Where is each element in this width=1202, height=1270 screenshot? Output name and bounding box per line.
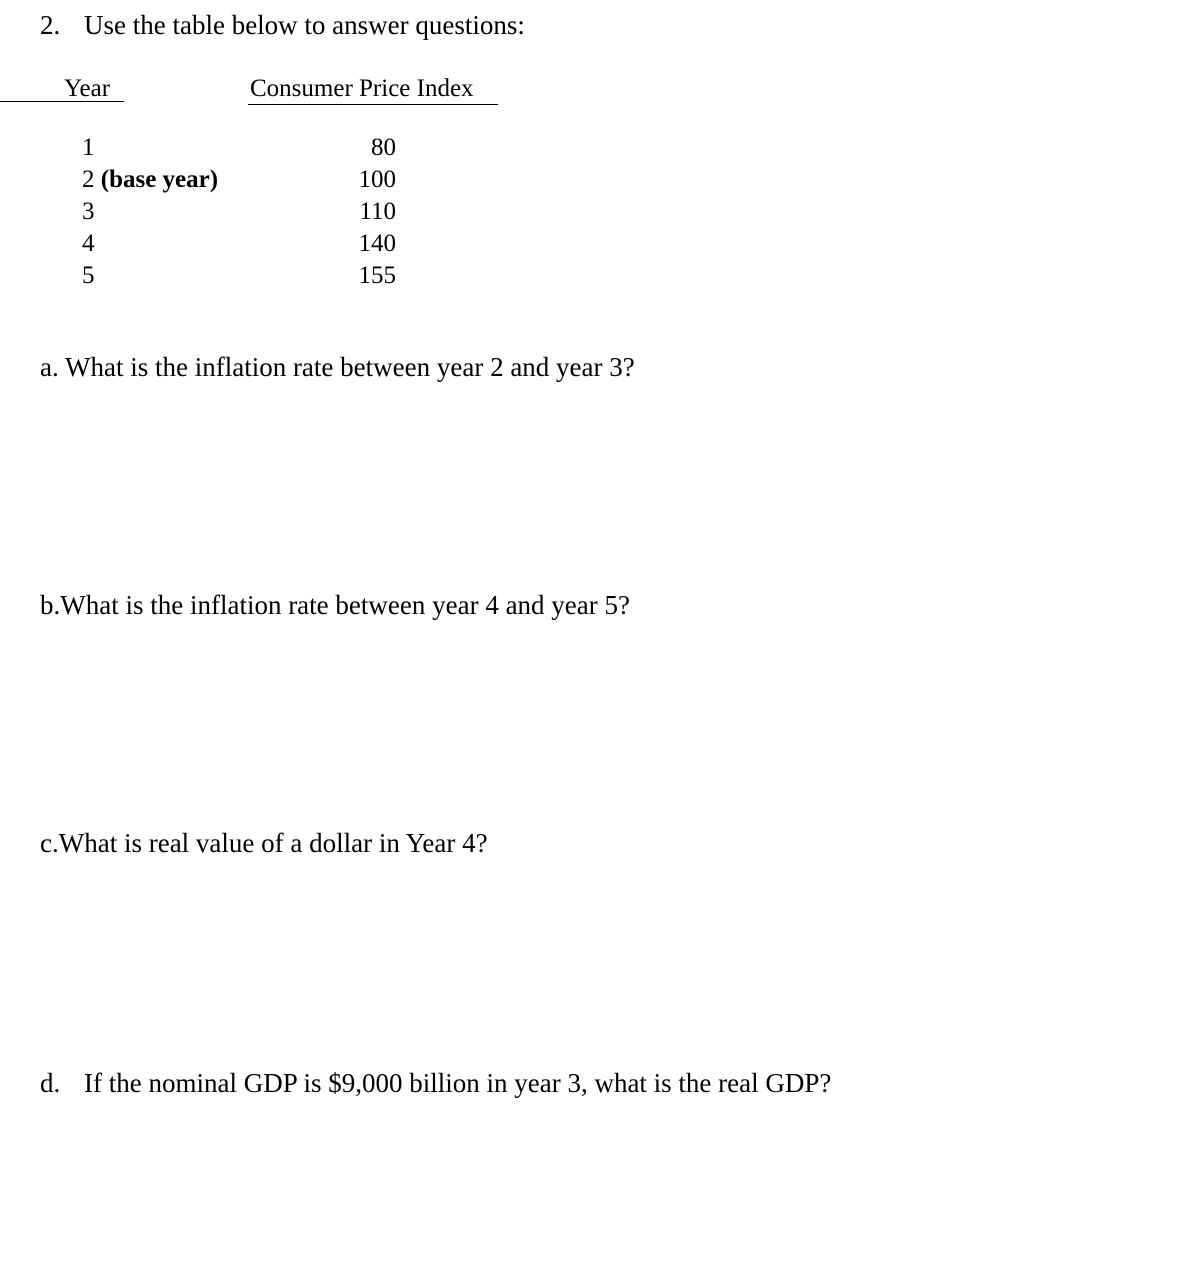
subquestion-label: c. [40,828,59,858]
year-value: 4 [82,230,95,257]
header-underline-cpi [248,104,498,105]
subquestion-text: What is real value of a dollar in Year 4? [58,828,488,858]
subquestion-text: What is the inflation rate between year 4 and year 5? [60,590,630,620]
table-row-year [82,230,95,258]
table-row-year [82,166,218,194]
table-row-year [82,134,95,162]
table-row-cpi: 80 [371,134,396,161]
table-row-cpi: 155 [358,262,396,289]
subquestion-a [40,352,635,383]
year-value: 2 [82,166,95,193]
table-row-year [82,262,95,290]
subquestion-label: d. [40,1068,61,1098]
header-underline-year [0,101,124,102]
table-header-cpi: Consumer Price Index [250,75,474,102]
subquestion-label: a. [40,352,59,382]
base-year-note: (base year) [100,166,219,193]
subquestion-label: b. [40,590,61,620]
year-value: 1 [82,134,95,161]
table-header-year: Year [64,75,111,102]
table-row-year [82,198,95,226]
year-value: 5 [82,262,95,289]
subquestion-b [40,590,630,621]
subquestion-c [40,828,488,859]
year-value: 3 [82,198,95,225]
subquestion-text: If the nominal GDP is $9,000 billion in year 3, what is the real GDP? [84,1068,832,1098]
question-prompt: Use the table below to answer questions: [84,10,525,40]
subquestion-d [40,1068,831,1099]
question-number: 2. [40,10,61,40]
subquestion-text: What is the inflation rate between year 2 and year 3? [65,352,635,382]
table-row-cpi: 100 [358,166,396,193]
table-row-cpi: 110 [359,198,396,225]
table-row-cpi: 140 [358,230,396,257]
